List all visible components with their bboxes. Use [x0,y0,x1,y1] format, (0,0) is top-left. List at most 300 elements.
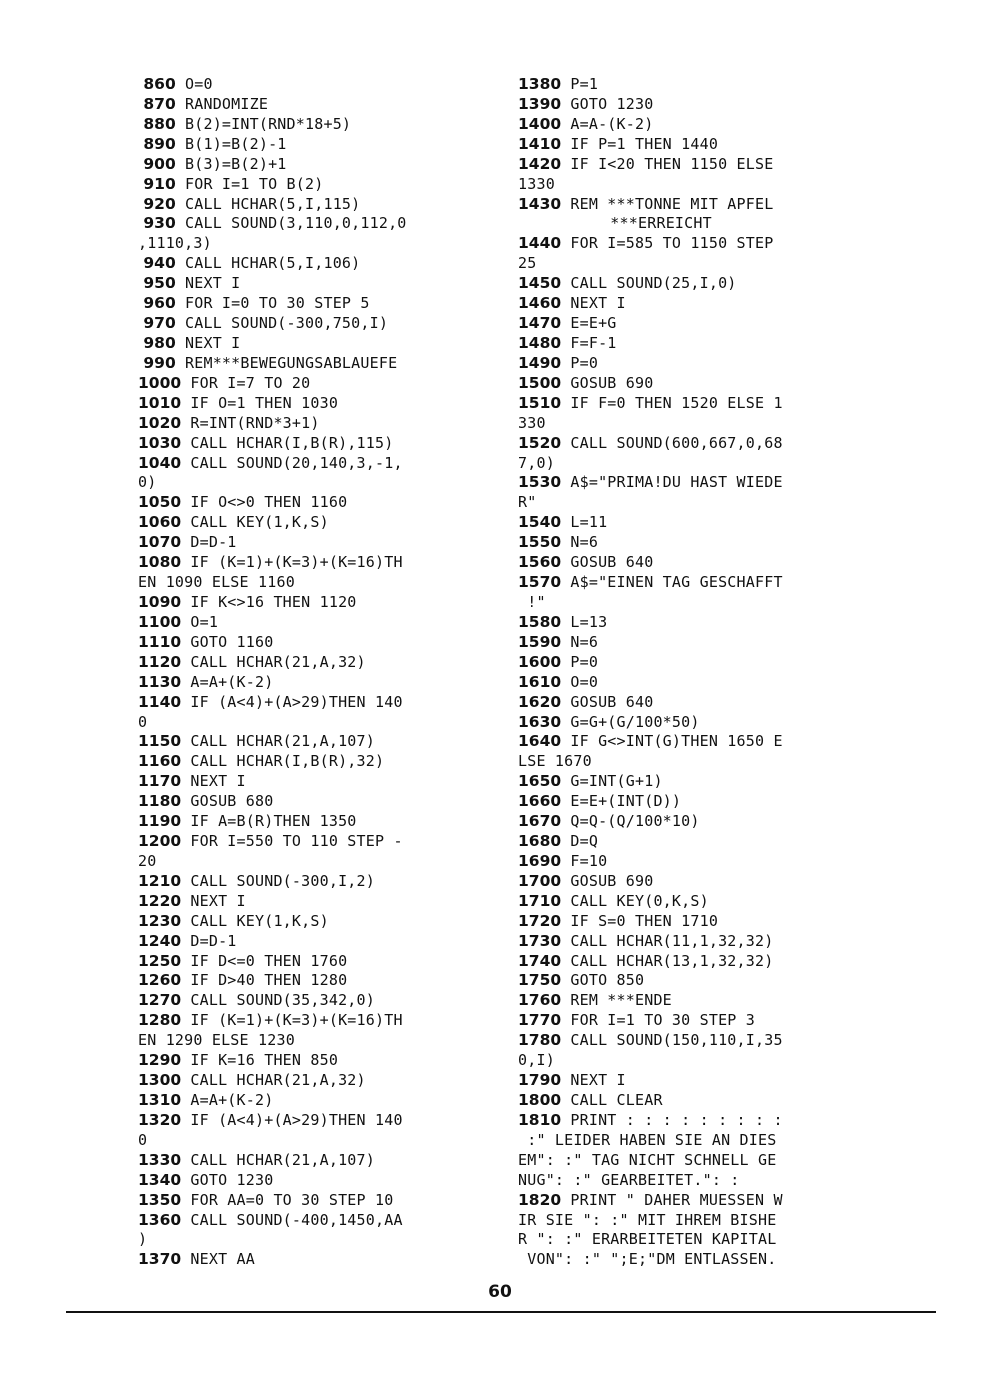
code-line [518,175,878,195]
code-text: FOR I=7 TO 20 [181,373,311,392]
code-text: 330 [518,413,546,432]
code-line [518,374,878,394]
code-text: Q=Q-(Q/100*10) [561,812,700,831]
code-text: G=G+(G/100*50) [561,712,700,731]
code-text: CALL CLEAR [561,1091,663,1110]
code-text: ***ERREICHT [518,214,712,233]
code-text: CALL HCHAR(21,A,107) [181,732,375,751]
code-line [518,274,878,294]
code-text: NEXT AA [181,1250,255,1269]
code-line [518,832,878,852]
line-number: 1590 [518,632,562,651]
code-line [138,434,498,454]
line-number: 1510 [518,393,562,412]
code-line [138,254,498,274]
code-text: 1330 [518,174,555,193]
line-number: 1630 [518,712,562,731]
code-line [518,732,878,752]
code-line [518,792,878,812]
code-text: ) [138,1230,148,1249]
code-line [138,155,498,175]
code-text: A=A+(K-2) [181,1091,274,1110]
line-number: 1680 [518,832,562,851]
code-line [138,473,498,493]
code-text: IF F=0 THEN 1520 ELSE 1 [561,393,783,412]
code-text: CALL HCHAR(21,A,107) [181,1150,375,1169]
code-line [138,1250,498,1270]
line-number: 900 [138,154,176,173]
code-line [518,414,878,434]
code-line [518,892,878,912]
line-number: 1800 [518,1091,562,1110]
code-line [518,473,878,493]
code-text: CALL HCHAR(5,I,106) [175,254,361,273]
line-number: 980 [138,333,176,352]
code-text: 0) [138,473,157,492]
code-line [518,952,878,972]
line-number: 1480 [518,333,562,352]
code-line [138,633,498,653]
line-number: 1690 [518,851,562,870]
line-number: 1770 [518,1011,562,1030]
code-text: CALL HCHAR(I,B(R),32) [181,752,385,771]
line-number: 930 [138,214,176,233]
listing-left-column [138,75,498,1270]
code-line [138,1131,498,1151]
code-text: CALL SOUND(600,667,0,68 [561,433,783,452]
code-line [518,155,878,175]
code-line [138,832,498,852]
code-line [138,892,498,912]
code-line [518,1211,878,1231]
line-number: 1580 [518,612,562,631]
code-line [138,135,498,155]
code-text: O=0 [175,75,213,93]
line-number: 1650 [518,772,562,791]
code-line [138,374,498,394]
code-line [518,314,878,334]
line-number: 1120 [138,652,182,671]
line-number: 1550 [518,533,562,552]
line-number: 1180 [138,792,182,811]
code-text: O=0 [561,672,599,691]
code-line [518,1250,878,1270]
code-line [518,812,878,832]
line-number: 1740 [518,951,562,970]
code-text: A=A+(K-2) [181,672,274,691]
code-line [138,354,498,374]
line-number: 1100 [138,612,182,631]
line-number: 1700 [518,871,562,890]
code-text: CALL HCHAR(21,A,32) [181,652,366,671]
listing-right-column [518,75,878,1270]
code-line [518,533,878,553]
code-text: IF S=0 THEN 1710 [561,911,719,930]
line-number: 1310 [138,1091,182,1110]
code-text: LSE 1670 [518,752,592,771]
code-text: 0 [138,712,148,731]
code-text: REM***BEWEGUNGSABLAUEFE [175,353,398,372]
code-text: CALL KEY(0,K,S) [561,891,709,910]
line-number: 1640 [518,732,562,751]
code-text: A$="EINEN TAG GESCHAFFT [561,573,783,592]
code-text: R=INT(RND*3+1) [181,413,320,432]
line-number: 880 [138,114,176,133]
code-line [518,971,878,991]
code-text: IF I<20 THEN 1150 ELSE [561,154,774,173]
code-line [138,1211,498,1231]
line-number: 1730 [518,931,562,950]
code-line [518,573,878,593]
code-line [138,613,498,633]
code-line [138,115,498,135]
line-number: 1410 [518,134,562,153]
code-text: E=E+G [561,314,617,333]
code-text: B(2)=INT(RND*18+5) [175,114,352,133]
code-line [518,135,878,155]
code-line [138,513,498,533]
line-number: 910 [138,174,176,193]
line-number: 1240 [138,931,182,950]
code-line [138,872,498,892]
code-line [138,394,498,414]
line-number: 1360 [138,1210,182,1229]
code-line [518,1031,878,1051]
code-line [518,394,878,414]
line-number: 1520 [518,433,562,452]
line-number: 1220 [138,891,182,910]
code-text: NEXT I [561,294,626,313]
line-number: 1670 [518,812,562,831]
code-line [138,214,498,234]
code-text: N=6 [561,533,599,552]
code-text: IF O=1 THEN 1030 [181,393,339,412]
code-line [138,493,498,513]
code-line [138,932,498,952]
code-text: GOTO 1160 [181,632,274,651]
code-text: CALL HCHAR(21,A,32) [181,1071,366,1090]
code-text: CALL HCHAR(13,1,32,32) [561,951,774,970]
code-text: NEXT I [181,891,246,910]
code-text: G=INT(G+1) [561,772,663,791]
code-text: CALL SOUND(-300,I,2) [181,871,375,890]
code-text: F=10 [561,851,608,870]
code-text: CALL SOUND(-400,1450,AA [181,1210,403,1229]
line-number: 1030 [138,433,182,452]
footer-rule [66,1311,936,1313]
code-line [138,1191,498,1211]
code-text: 0 [138,1130,148,1149]
line-number: 1070 [138,533,182,552]
code-line [518,294,878,314]
code-text: REM ***TONNE MIT APFEL [561,194,774,213]
code-line [138,713,498,733]
code-line [138,991,498,1011]
line-number: 1130 [138,672,182,691]
code-line [518,1051,878,1071]
code-text: 7,0) [518,453,555,472]
line-number: 1380 [518,75,562,93]
line-number: 1260 [138,971,182,990]
line-number: 1300 [138,1071,182,1090]
code-line [138,294,498,314]
code-text: GOSUB 690 [561,871,654,890]
line-number: 1210 [138,871,182,890]
code-line [138,454,498,474]
line-number: 1370 [138,1250,182,1269]
code-text: A$="PRIMA!DU HAST WIEDE [561,473,783,492]
code-text: IF P=1 THEN 1440 [561,134,719,153]
line-number: 1010 [138,393,182,412]
code-text: REM ***ENDE [561,991,672,1010]
code-line [518,195,878,215]
line-number: 1400 [518,114,562,133]
line-number: 1560 [518,553,562,572]
code-text: IF G<>INT(G)THEN 1650 E [561,732,783,751]
line-number: 1350 [138,1190,182,1209]
line-number: 1250 [138,951,182,970]
code-text: F=F-1 [561,333,617,352]
code-line [518,254,878,274]
code-line [518,1230,878,1250]
code-line [518,1131,878,1151]
line-number: 1750 [518,971,562,990]
code-line [138,314,498,334]
code-line [518,214,878,234]
line-number: 1200 [138,832,182,851]
code-text: NEXT I [561,1071,626,1090]
code-line [518,493,878,513]
code-line [518,872,878,892]
code-text: IF (K=1)+(K=3)+(K=16)TH [181,553,403,572]
code-text: D=D-1 [181,533,237,552]
line-number: 1230 [138,911,182,930]
code-line [518,115,878,135]
code-text: NEXT I [175,274,241,293]
code-line [138,772,498,792]
code-line [138,952,498,972]
code-text: GOTO 1230 [561,94,654,113]
code-text: IR SIE ": :" MIT IHREM BISHE [518,1210,777,1229]
code-text: EM": :" TAG NICHT SCHNELL GE [518,1150,777,1169]
code-line [138,752,498,772]
line-number: 1040 [138,453,182,472]
code-line [518,653,878,673]
code-line [138,852,498,872]
code-line [138,175,498,195]
code-line [138,95,498,115]
code-line [138,1111,498,1131]
code-line [518,334,878,354]
code-text: CALL HCHAR(5,I,115) [175,194,361,213]
code-text: CALL SOUND(20,140,3,-1, [181,453,403,472]
code-text: GOTO 1230 [181,1170,274,1189]
code-line [138,1011,498,1031]
code-line [518,454,878,474]
code-text: B(1)=B(2)-1 [175,134,287,153]
code-text: R ": :" ERARBEITETEN KAPITAL [518,1230,777,1249]
code-line [138,1091,498,1111]
code-text: P=1 [561,75,599,93]
line-number: 1610 [518,672,562,691]
code-text: A=A-(K-2) [561,114,654,133]
line-number: 1290 [138,1051,182,1070]
line-number: 1600 [518,652,562,671]
code-text: !" [518,592,546,611]
line-number: 1330 [138,1150,182,1169]
code-line [518,593,878,613]
code-line [518,613,878,633]
line-number: 1140 [138,692,182,711]
code-line [138,912,498,932]
code-text: IF D>40 THEN 1280 [181,971,348,990]
code-text: CALL SOUND(-300,750,I) [175,314,389,333]
code-line [518,693,878,713]
line-number: 1170 [138,772,182,791]
code-text: O=1 [181,612,219,631]
code-text: P=0 [561,652,599,671]
code-line [518,852,878,872]
code-text: PRINT : : : : : : : : : [561,1110,783,1129]
code-text: B(3)=B(2)+1 [175,154,287,173]
line-number: 1110 [138,632,182,651]
code-text: IF D<=0 THEN 1760 [181,951,348,970]
code-line [518,633,878,653]
code-line [518,553,878,573]
line-number: 1790 [518,1071,562,1090]
code-text: R" [518,493,537,512]
code-line [518,513,878,533]
code-text: FOR I=550 TO 110 STEP - [181,832,403,851]
line-number: 1500 [518,373,562,392]
line-number: 1490 [518,353,562,372]
line-number: 1280 [138,1011,182,1030]
code-line [138,274,498,294]
code-line [138,693,498,713]
code-text: IF K=16 THEN 850 [181,1051,339,1070]
code-text: IF A=B(R)THEN 1350 [181,812,357,831]
line-number: 950 [138,274,176,293]
code-text: IF O<>0 THEN 1160 [181,493,348,512]
code-text: 20 [138,851,157,870]
line-number: 1270 [138,991,182,1010]
code-line [138,732,498,752]
code-line [518,991,878,1011]
code-text: IF K<>16 THEN 1120 [181,592,357,611]
code-text: 0,I) [518,1051,555,1070]
line-number: 1620 [518,692,562,711]
line-number: 1760 [518,991,562,1010]
code-line [518,1071,878,1091]
code-text: CALL HCHAR(11,1,32,32) [561,931,774,950]
line-number: 1190 [138,812,182,831]
code-line [138,334,498,354]
code-text: GOSUB 690 [561,373,654,392]
code-text: GOSUB 680 [181,792,274,811]
code-text: GOSUB 640 [561,553,654,572]
code-line [518,95,878,115]
line-number: 1450 [518,274,562,293]
code-text: EN 1290 ELSE 1230 [138,1031,295,1050]
line-number: 1000 [138,373,182,392]
code-line [518,234,878,254]
line-number: 1530 [518,473,562,492]
line-number: 1540 [518,513,562,532]
code-text: L=11 [561,513,608,532]
code-line [138,195,498,215]
code-line [138,971,498,991]
code-line [518,1191,878,1211]
line-number: 1160 [138,752,182,771]
code-text: CALL SOUND(150,110,I,35 [561,1031,783,1050]
code-line [138,673,498,693]
code-text: CALL KEY(1,K,S) [181,513,329,532]
code-line [518,1171,878,1191]
code-text: CALL KEY(1,K,S) [181,911,329,930]
code-text: GOSUB 640 [561,692,654,711]
code-text: FOR I=1 TO 30 STEP 3 [561,1011,755,1030]
code-line [518,354,878,374]
page-number: 60 [488,1282,512,1302]
line-number: 1090 [138,592,182,611]
code-text: ,1110,3) [138,234,212,253]
code-text: FOR AA=0 TO 30 STEP 10 [181,1190,394,1209]
line-number: 990 [138,353,176,372]
line-number: 970 [138,314,176,333]
code-text: NUG": :" GEARBEITET.": : [518,1170,740,1189]
code-text: FOR I=585 TO 1150 STEP [561,234,774,253]
line-number: 940 [138,254,176,273]
code-text: CALL HCHAR(I,B(R),115) [181,433,394,452]
code-text: CALL SOUND(3,110,0,112,0 [175,214,407,233]
code-text: IF (A<4)+(A>29)THEN 140 [181,1110,403,1129]
line-number: 1390 [518,94,562,113]
code-line [518,434,878,454]
code-line [138,792,498,812]
line-number: 1060 [138,513,182,532]
code-line [138,75,498,95]
code-line [518,932,878,952]
code-text: NEXT I [175,333,241,352]
line-number: 1050 [138,493,182,512]
line-number: 1810 [518,1110,562,1129]
code-line [138,1171,498,1191]
code-text: D=D-1 [181,931,237,950]
line-number: 920 [138,194,176,213]
code-text: 25 [518,254,537,273]
line-number: 1470 [518,314,562,333]
code-text: :" LEIDER HABEN SIE AN DIES [518,1130,777,1149]
code-text: D=Q [561,832,599,851]
line-number: 1660 [518,792,562,811]
code-line [138,812,498,832]
code-text: FOR I=0 TO 30 STEP 5 [175,294,370,313]
line-number: 1340 [138,1170,182,1189]
code-text: RANDOMIZE [175,94,269,113]
code-line [518,713,878,733]
code-line [518,772,878,792]
code-line [518,912,878,932]
code-text: EN 1090 ELSE 1160 [138,573,295,592]
line-number: 1430 [518,194,562,213]
code-line [518,1151,878,1171]
line-number: 870 [138,94,176,113]
line-number: 1710 [518,891,562,910]
code-line [138,1071,498,1091]
code-line [138,1230,498,1250]
line-number: 1820 [518,1190,562,1209]
line-number: 1460 [518,294,562,313]
